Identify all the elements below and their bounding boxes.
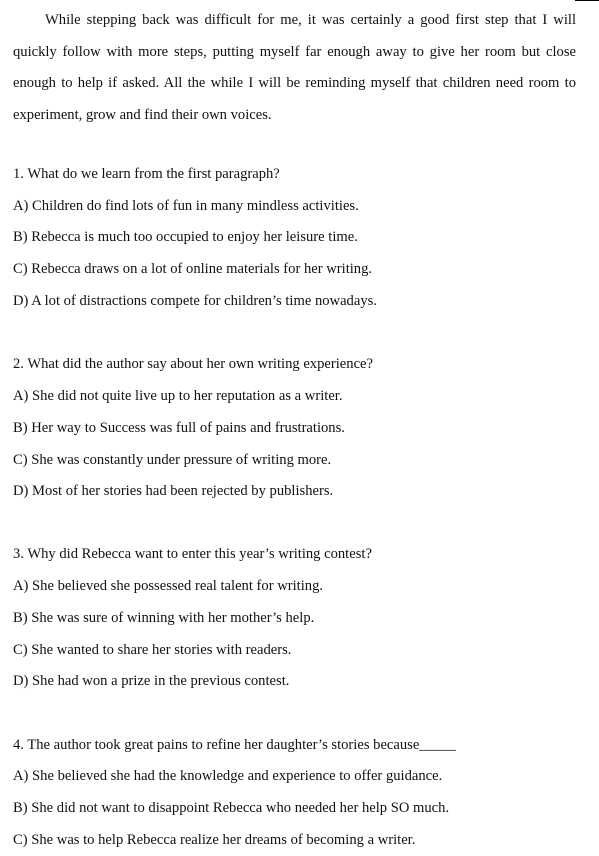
question-1-option-a: A) Children do find lots of fun in many mindless activities. bbox=[13, 198, 359, 214]
question-4-option-c: C) She was to help Rebecca realize her dreams of becoming a writer. bbox=[13, 832, 416, 848]
question-2-option-b: B) Her way to Success was full of pains and frustrations. bbox=[13, 420, 345, 436]
question-3-stem: 3. Why did Rebecca want to enter this year’s writing contest? bbox=[13, 546, 372, 562]
question-1-option-d: D) A lot of distractions compete for children’s time nowadays. bbox=[13, 293, 377, 309]
question-2-stem: 2. What did the author say about her own writing experience? bbox=[13, 356, 373, 372]
question-4-option-a: A) She believed she had the knowledge and experience to offer guidance. bbox=[13, 768, 443, 784]
top-rule bbox=[575, 0, 599, 1]
question-3-option-a: A) She believed she possessed real talent for writing. bbox=[13, 578, 324, 594]
question-4-stem: 4. The author took great pains to refine her daughter’s stories because_____ bbox=[13, 737, 456, 753]
question-1-option-c: C) Rebecca draws on a lot of online materials for her writing. bbox=[13, 261, 373, 277]
question-2-option-d: D) Most of her stories had been rejected by publishers. bbox=[13, 483, 334, 499]
question-2-option-a: A) She did not quite live up to her reputation as a writer. bbox=[13, 388, 343, 404]
question-1-stem: 1. What do we learn from the first paragraph? bbox=[13, 166, 280, 182]
question-4-option-b: B) She did not want to disappoint Rebecca who needed her help SO much. bbox=[13, 800, 450, 816]
question-2-option-c: C) She was constantly under pressure of writing more. bbox=[13, 452, 332, 468]
question-3-option-b: B) She was sure of winning with her mother’s help. bbox=[13, 610, 315, 626]
question-3-option-c: C) She wanted to share her stories with readers. bbox=[13, 642, 292, 658]
intro-paragraph: While stepping back was difficult for me, it was certainly a good first step that I will quickly follow with more steps, putting myself far enough away to give her room but close enough to help if asked. All the while I will be reminding myself that children need room to experiment, grow and find their own voices. bbox=[13, 12, 576, 124]
question-1-option-b: B) Rebecca is much too occupied to enjoy her leisure time. bbox=[13, 229, 358, 245]
question-3-option-d: D) She had won a prize in the previous contest. bbox=[13, 673, 290, 689]
